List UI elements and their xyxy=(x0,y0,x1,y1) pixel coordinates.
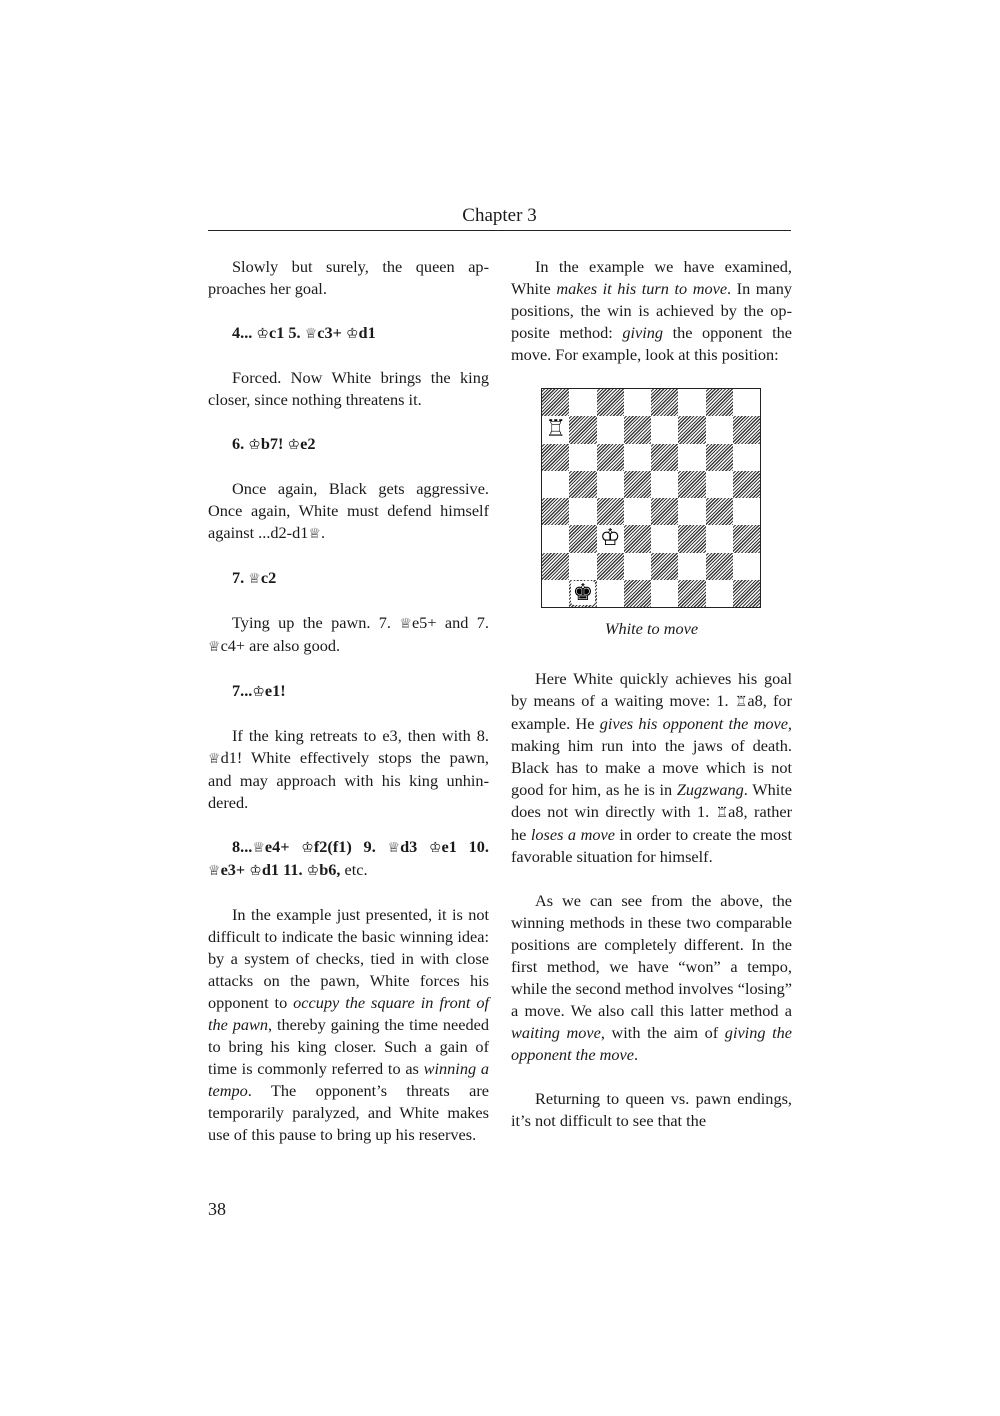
paragraph: In the example just presented, it is not difficult to indicate the basic winning idea: by a system of checks, tied in with close attacks on the pawn, White forces his opponent to occupy the square in front of the pawn, thereby gaining the time needed to bring his king closer. Such a gain of time is commonly referred to as winning a tempo. The opponent’s threats are temporarily paralyzed, and White makes use of this pause to bring up his reserves. xyxy=(208,905,489,1144)
board-square-a8 xyxy=(542,389,569,416)
board-square-a3 xyxy=(542,525,569,552)
board-square-g4 xyxy=(706,498,733,525)
board-square-b7 xyxy=(569,416,596,443)
king-icon: ♔ xyxy=(252,684,265,700)
board-square-d6 xyxy=(624,444,651,471)
board-square-d3 xyxy=(624,525,651,552)
board-square-b5 xyxy=(569,471,596,498)
board-square-f3 xyxy=(678,525,705,552)
board-square-f7 xyxy=(678,416,705,443)
board-square-d7 xyxy=(624,416,651,443)
board-square-c8 xyxy=(597,389,624,416)
board-square-d2 xyxy=(624,553,651,580)
king-icon: ♔ xyxy=(256,326,269,342)
move-line: 7...♔e1! xyxy=(232,681,286,700)
queen-icon: ♕ xyxy=(308,526,321,542)
board-square-e7 xyxy=(651,416,678,443)
board-square-d5 xyxy=(624,471,651,498)
board-square-g6 xyxy=(706,444,733,471)
board-square-f5 xyxy=(678,471,705,498)
board-square-f8 xyxy=(678,389,705,416)
board-square-e1 xyxy=(651,580,678,607)
king-icon: ♔ xyxy=(301,840,314,856)
paragraph: In the example we have examined, White makes it his turn to move. In many positions, the win is achieved by the opposite method: giving the opponent the move. For example, look at this position: xyxy=(511,257,793,364)
board-square-g7 xyxy=(706,416,733,443)
board-square-h7 xyxy=(733,416,760,443)
queen-icon: ♕ xyxy=(387,840,401,856)
paragraph: Slowly but surely, the queen approaches her goal. xyxy=(208,257,489,298)
board-square-h4 xyxy=(733,498,760,525)
board-square-a4 xyxy=(542,498,569,525)
board-square-f2 xyxy=(678,553,705,580)
paragraph: Once again, Black gets aggressive. Once again, White must defend himself against ...d2-d1♕. xyxy=(208,479,489,542)
board-square-e5 xyxy=(651,471,678,498)
board-square-h3 xyxy=(733,525,760,552)
paragraph: Forced. Now White brings the king closer, since nothing threatens it. xyxy=(208,368,489,409)
header-rule xyxy=(208,230,791,231)
king-icon: ♔ xyxy=(249,863,262,879)
board-square-a5 xyxy=(542,471,569,498)
board-square-g8 xyxy=(706,389,733,416)
board-square-f1 xyxy=(678,580,705,607)
board-square-d8 xyxy=(624,389,651,416)
queen-icon: ♕ xyxy=(399,616,412,632)
board-square-b2 xyxy=(569,553,596,580)
board-square-a6 xyxy=(542,444,569,471)
board-square-c6 xyxy=(597,444,624,471)
board-square-h5 xyxy=(733,471,760,498)
board-square-e2 xyxy=(651,553,678,580)
left-column xyxy=(208,256,489,1146)
board-square-e6 xyxy=(651,444,678,471)
board-square-c2 xyxy=(597,553,624,580)
board-square-f4 xyxy=(678,498,705,525)
board-square-a2 xyxy=(542,553,569,580)
board-square-b4 xyxy=(569,498,596,525)
king-icon: ♔ xyxy=(428,840,442,856)
queen-icon: ♕ xyxy=(248,571,261,587)
paragraph: Tying up the pawn. 7. ♕e5+ and 7. ♕c4+ are also good. xyxy=(208,613,489,655)
board-square-d1 xyxy=(624,580,651,607)
king-icon: ♔ xyxy=(248,437,261,453)
board-square-h8 xyxy=(733,389,760,416)
paragraph: If the king retreats to e3, then with 8. ♕d1! White effectively stops the pawn, and may approach with his king unhindered. xyxy=(208,726,489,812)
board-square-a1 xyxy=(542,580,569,607)
board-square-c5 xyxy=(597,471,624,498)
white-king-icon: ♔ xyxy=(599,525,621,552)
board-square-g2 xyxy=(706,553,733,580)
board-square-c7 xyxy=(597,416,624,443)
board-square-f6 xyxy=(678,444,705,471)
board-square-b6 xyxy=(569,444,596,471)
move-line: 8...♕e4+ ♔f2(f1) 9. ♕d3 ♔e1 10. ♕e3+ ♔d1 11. ♔b6, etc. xyxy=(208,837,489,879)
board-square-a7 xyxy=(542,416,569,443)
board-square-e8 xyxy=(651,389,678,416)
rook-icon: ♖ xyxy=(734,694,748,710)
rook-icon: ♖ xyxy=(715,805,729,821)
page-number: 38 xyxy=(208,1199,226,1219)
paragraph: Here White quickly achieves his goal by means of a waiting move: 1. ♖a8, for example. He gives his opponent the move, making him run into the jaws of death. Black has to make a move which is not good for him, as he is in Zugzwang. White does not win directly with 1. ♖a8, rather he loses a move in order to create the most favorable situation for himself. xyxy=(511,669,793,866)
board-square-e4 xyxy=(651,498,678,525)
paragraph: As we can see from the above, the winning methods in these two comparable positions are completely different. In the first method, we have “won” a tempo, while the second method involves “losing” a move. We also call this latter method a waiting move, with the aim of giving the opponent the move. xyxy=(511,891,792,1064)
diagram-caption: White to move xyxy=(604,619,699,638)
board-square-g1 xyxy=(706,580,733,607)
board-square-g3 xyxy=(706,525,733,552)
move-line: 7. ♕c2 xyxy=(232,568,277,587)
board-square-c3 xyxy=(597,525,624,552)
paragraph: Returning to queen vs. pawn endings, it’s not difficult to see that the xyxy=(511,1089,792,1130)
running-header: Chapter 3 xyxy=(462,205,537,226)
board-square-h1 xyxy=(733,580,760,607)
chess-diagram xyxy=(541,388,761,640)
queen-icon: ♕ xyxy=(252,840,265,856)
king-icon: ♔ xyxy=(287,437,301,453)
move-line: 4... ♔c1 5. ♕c3+ ♔d1 xyxy=(232,323,376,342)
queen-icon: ♕ xyxy=(208,751,221,767)
queen-icon: ♕ xyxy=(208,639,221,655)
board-square-h2 xyxy=(733,553,760,580)
board-square-b3 xyxy=(569,525,596,552)
board-square-b1 xyxy=(569,580,596,607)
queen-icon: ♕ xyxy=(304,326,318,342)
board-square-g5 xyxy=(706,471,733,498)
board-square-e3 xyxy=(651,525,678,552)
black-king-icon: ♚ xyxy=(572,579,594,606)
board-square-b8 xyxy=(569,389,596,416)
board-square-c1 xyxy=(597,580,624,607)
right-column xyxy=(511,256,792,1132)
board-square-c4 xyxy=(597,498,624,525)
board-square-d4 xyxy=(624,498,651,525)
move-line: 6. ♔b7! ♔e2 xyxy=(232,434,316,453)
chess-board xyxy=(541,388,761,608)
king-icon: ♔ xyxy=(345,326,359,342)
board-square-h6 xyxy=(733,444,760,471)
white-rook-icon: ♖ xyxy=(545,416,566,443)
queen-icon: ♕ xyxy=(208,863,221,879)
king-icon: ♔ xyxy=(306,863,320,879)
